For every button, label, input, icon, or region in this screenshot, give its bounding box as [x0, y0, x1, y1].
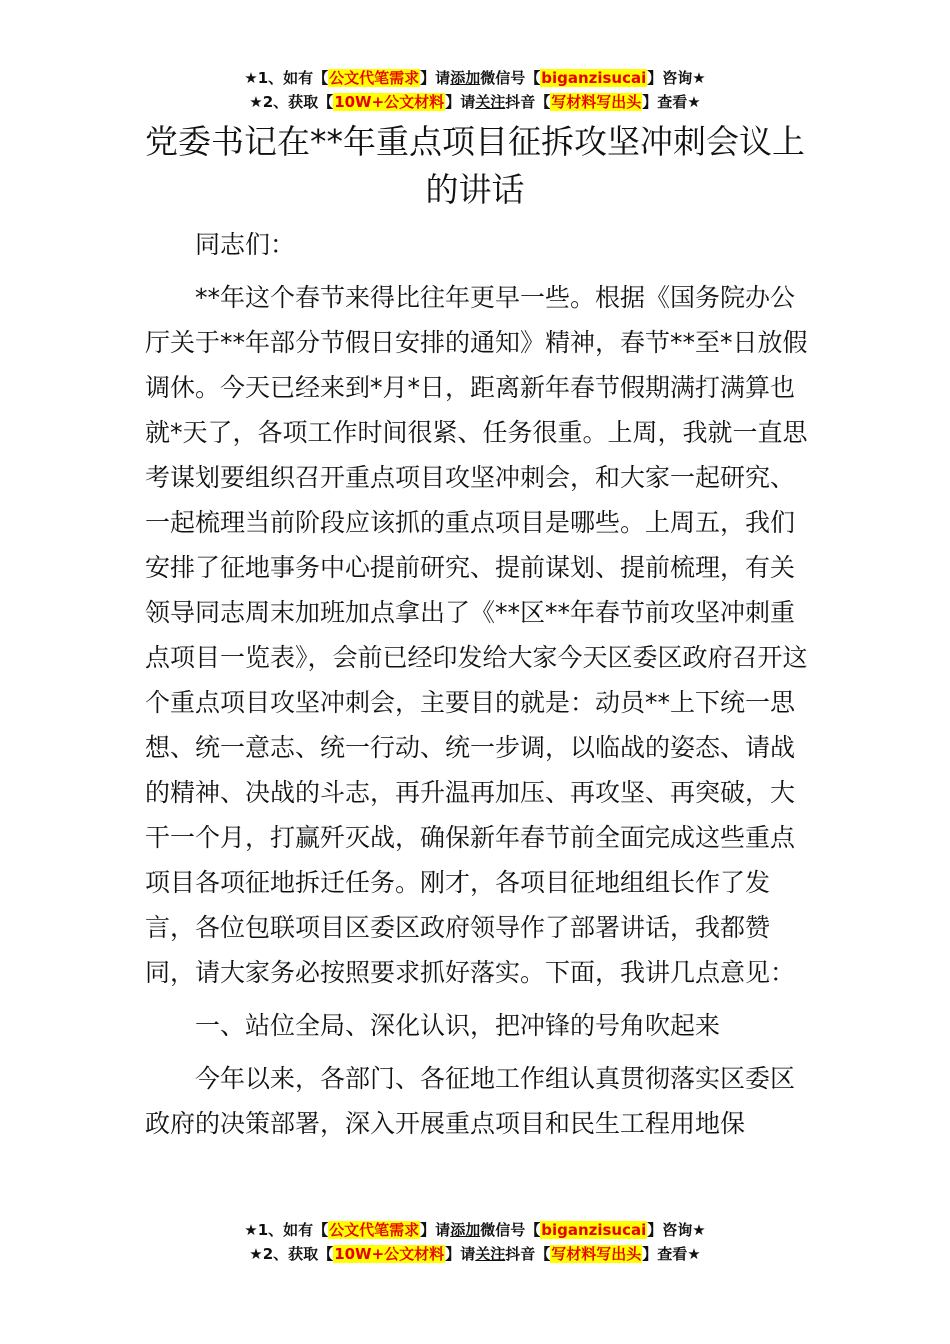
salutation: 同志们： — [195, 230, 296, 259]
highlight-wechat-id: biganzisucai — [541, 69, 647, 87]
highlight-wechat-id: biganzisucai — [541, 1221, 647, 1239]
highlight-service: 公文代笔需求 — [329, 1221, 420, 1239]
notice-line-1: ★1、如有【公文代笔需求】请添加微信号【biganzisucai】咨询★ — [244, 1221, 706, 1239]
section-heading: 一、站位全局、深化认识，把冲锋的号角吹起来 — [195, 1011, 721, 1040]
notice-line-2: ★2、获取【10W+公文材料】请关注抖音【写材料写出头】查看★ — [249, 1245, 701, 1263]
paragraph: 今年以来，各部门、各征地工作组认真贯彻落实区委区政府的决策部署，深入开展重点项目和民生工程用地保 — [145, 1064, 796, 1138]
document-body — [145, 222, 810, 1146]
paragraph: **年这个春节来得比往年更早一些。根据《国务院办公厅关于**年部分节假日安排的通知》精神，春节**至*日放假调休。今天已经来到*月*日，距离新年春节假期满打满算也就*天了，各项工作时间很紧、任务很重。上周，我就一直思考谋划要组织召开重点项目攻坚冲刺会，和大家一起研究、一起梳理当前阶段应该抓的重点项目是哪些。上周五，我们安排了征地事务中心提前研究、提前谋划、提前梳理，有关领导同志周末加班加点拿出了《**区**年春节前攻坚冲刺重点项目一览表》，会前已经印发给大家今天区委区政府召开这个重点项目攻坚冲刺会，主要目的就是：动员**上下统一思想、统一意志、统一行动、统一步调，以临战的姿态、请战的精神、决战的斗志，再升温再加压、再攻坚、再突破，大干一个月，打赢歼灭战，确保新年春节前全面完成这些重点项目各项征地拆迁任务。刚才，各项目征地组组长作了发言，各位包联项目区委区政府领导作了部署讲话，我都赞同，请大家务必按照要求抓好落实。下面，我讲几点意见： — [145, 283, 808, 987]
highlight-materials: 10W+公文材料 — [334, 93, 445, 111]
header-notice — [0, 66, 950, 114]
highlight-service: 公文代笔需求 — [329, 69, 420, 87]
notice-line-1: ★1、如有【公文代笔需求】请添加微信号【biganzisucai】咨询★ — [244, 69, 706, 87]
highlight-douyin: 写材料写出头 — [551, 1245, 642, 1263]
notice-line-2: ★2、获取【10W+公文材料】请关注抖音【写材料写出头】查看★ — [249, 93, 701, 111]
highlight-douyin: 写材料写出头 — [551, 93, 642, 111]
document-title: 党委书记在**年重点项目征拆攻坚冲刺会议上的讲话 — [145, 122, 805, 209]
highlight-materials: 10W+公文材料 — [334, 1245, 445, 1263]
footer-notice — [0, 1218, 950, 1266]
